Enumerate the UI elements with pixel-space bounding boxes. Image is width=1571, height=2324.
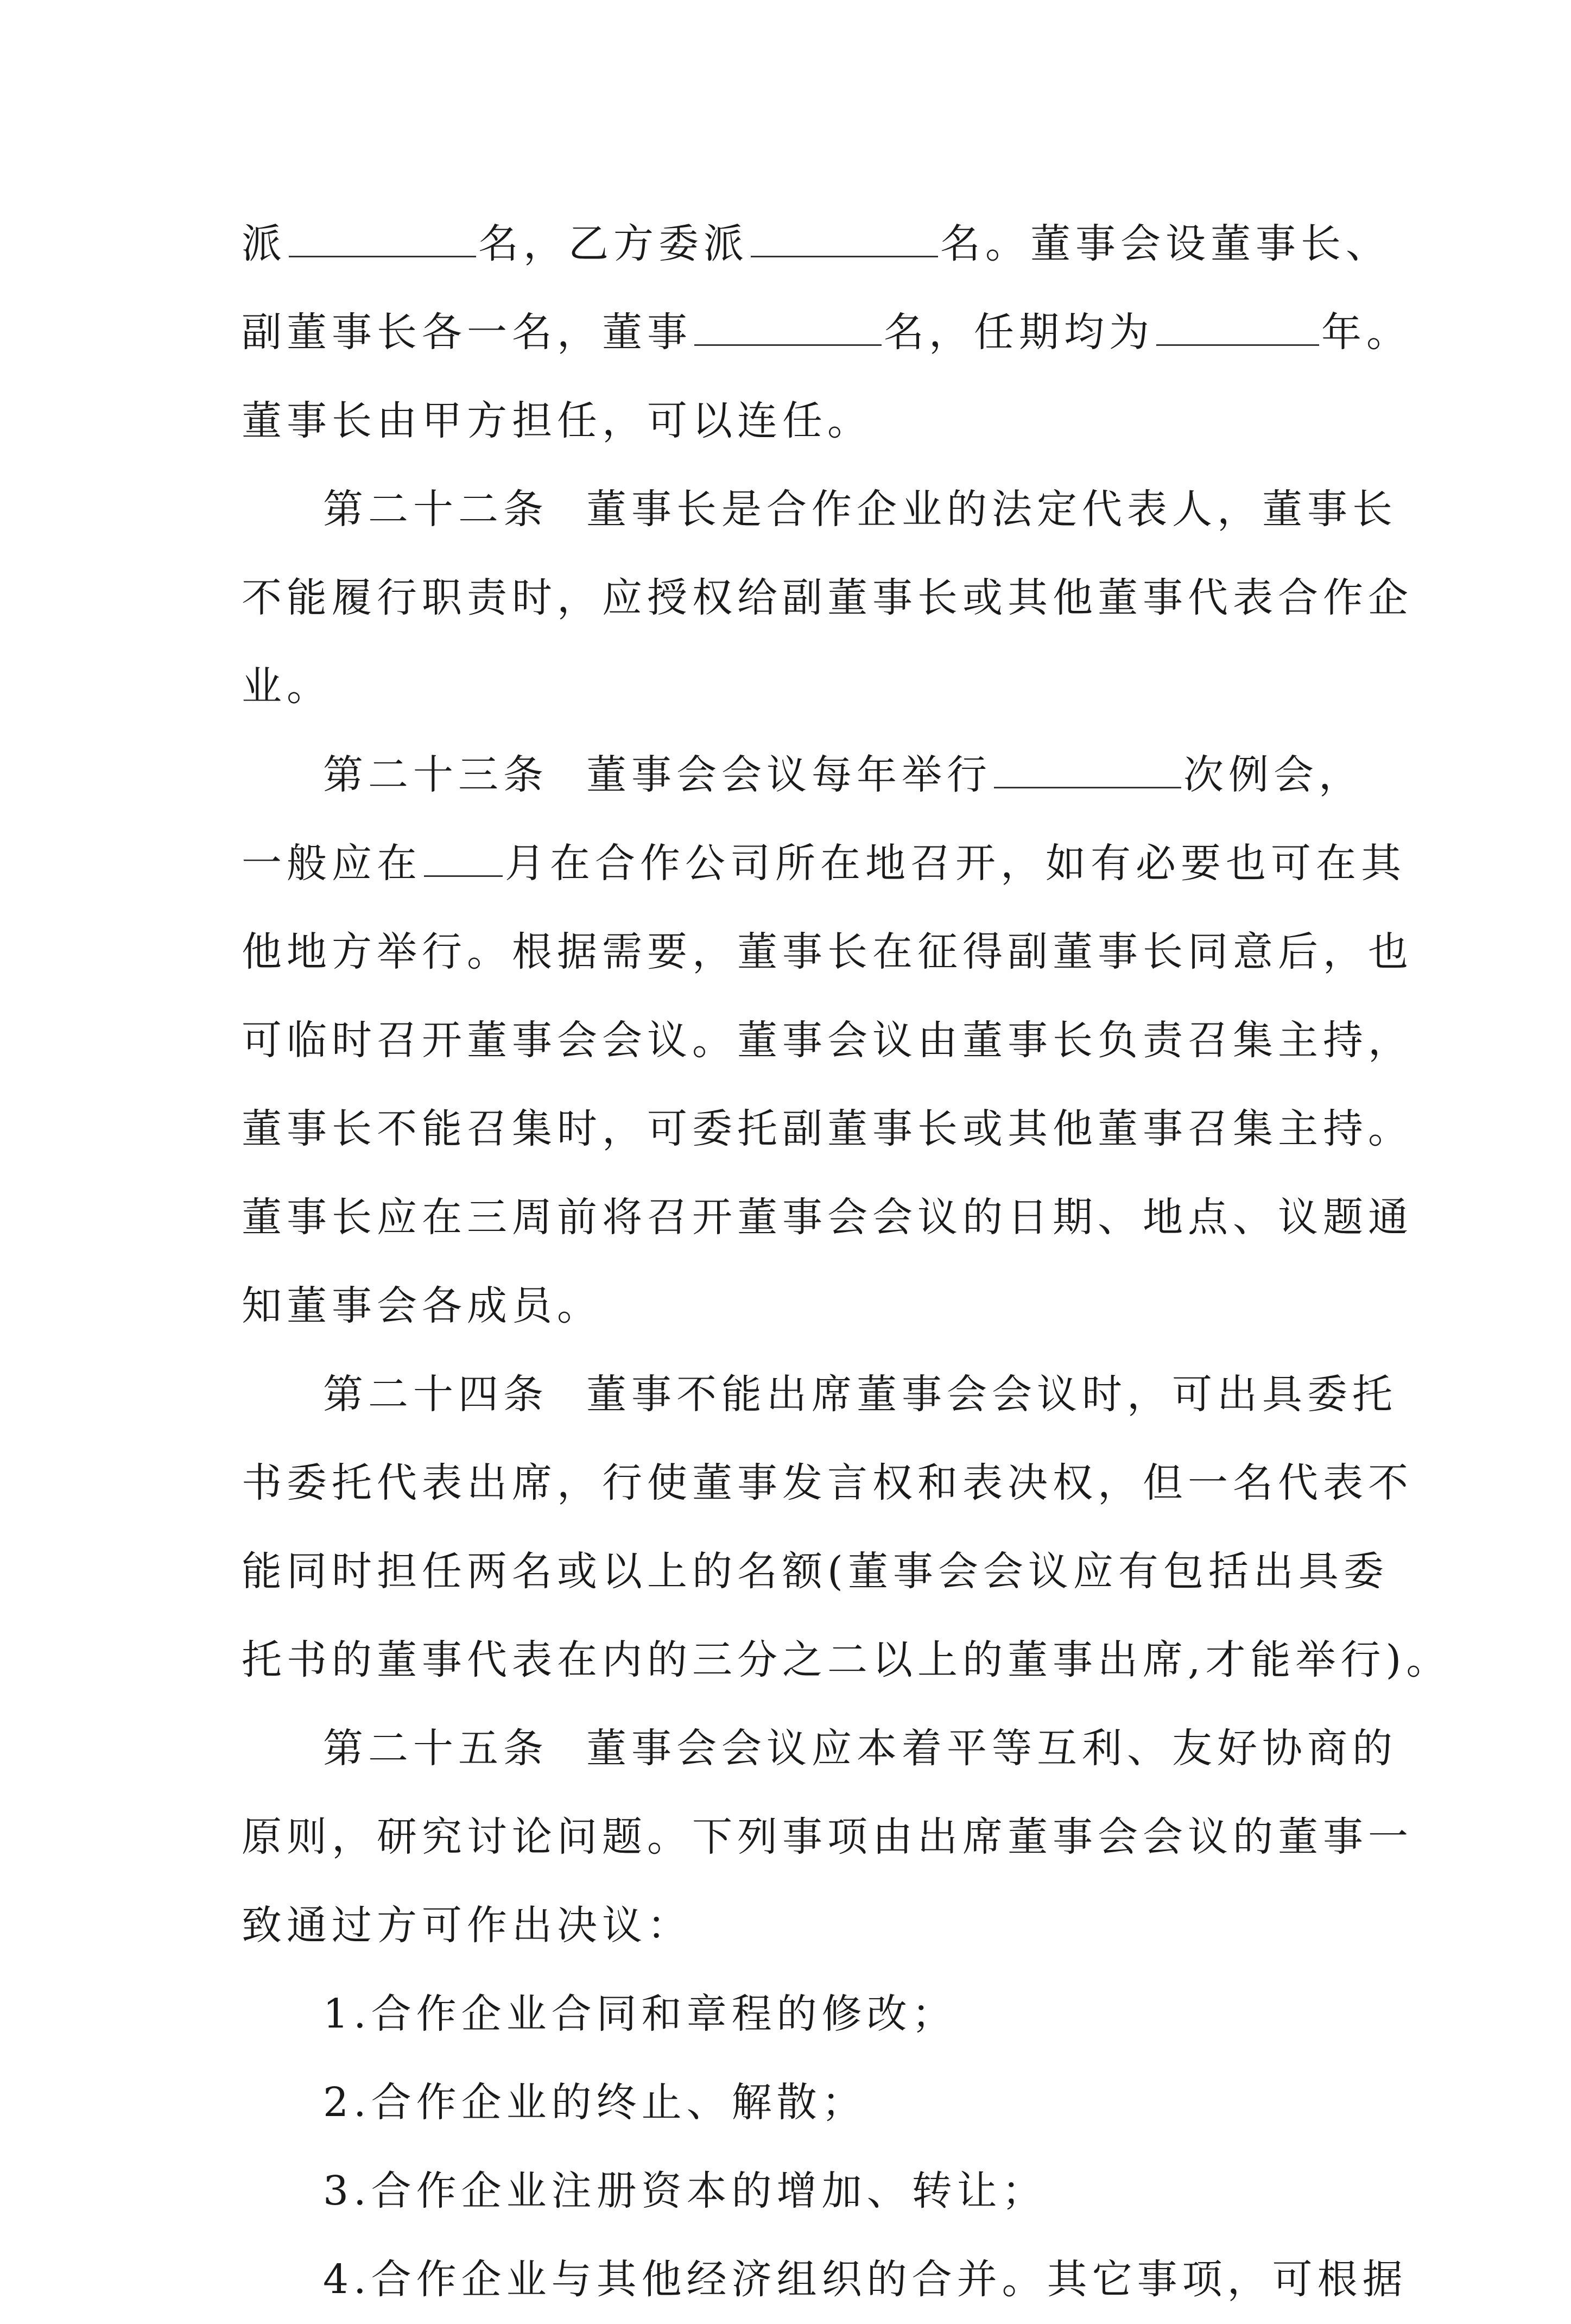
text-line: 原则，研究讨论问题。下列事项由出席董事会会议的董事一	[242, 1814, 1413, 1860]
text-line: 董事长由甲方担任，可以连任。	[242, 397, 872, 444]
text-line	[242, 200, 1391, 288]
text-line: 书委托代表出席，行使董事发言权和表决权，但一名代表不	[242, 1460, 1413, 1506]
text-segment: 董事会会议每年举行	[586, 751, 992, 798]
text-line: 能同时担任两名或以上的名额(董事会会议应有包括出具委	[242, 1548, 1389, 1595]
fill-in-blank	[751, 228, 938, 257]
text-segment: 派	[242, 220, 287, 267]
list-item: 4.合作企业与其他经济组织的合并。其它事项，可根据	[323, 2256, 1408, 2303]
text-segment: 名。董事会设董事长、	[940, 220, 1391, 267]
text-segment: 名，乙方委派	[478, 220, 749, 267]
fill-in-blank	[994, 759, 1181, 788]
text-segment: 年。	[1321, 309, 1411, 356]
text-line: 业。	[242, 663, 332, 710]
article-22-heading-line	[242, 465, 1397, 554]
text-segment: 董事不能出席董事会会议时，可出具委托	[586, 1371, 1397, 1418]
text-line: 不能履行职责时，应授权给副董事长或其他董事代表合作企	[242, 574, 1413, 621]
text-line: 知董事会各成员。	[242, 1283, 602, 1329]
text-segment: 董事长是合作企业的法定代表人，董事长	[586, 486, 1397, 533]
article-25-heading-line	[242, 1704, 1397, 1793]
text-segment: 一般应在	[242, 840, 422, 887]
text-line: 致通过方可作出决议：	[242, 1902, 692, 1949]
list-item: 1.合作企业合同和章程的修改；	[323, 1991, 957, 2037]
text-line: 董事长不能召集时，可委托副董事长或其他董事召集主持。	[242, 1106, 1413, 1152]
text-line	[242, 288, 1411, 377]
text-segment: 董事会会议应本着平等互利、友好协商的	[586, 1725, 1397, 1772]
text-line: 董事长应在三周前将召开董事会会议的日期、地点、议题通	[242, 1194, 1413, 1241]
list-item: 2.合作企业的终止、解散；	[323, 2079, 867, 2126]
article-number: 第二十二条	[323, 486, 548, 533]
fill-in-blank	[694, 316, 882, 346]
text-line: 他地方举行。根据需要，董事长在征得副董事长同意后，也	[242, 929, 1413, 975]
article-number: 第二十四条	[323, 1371, 548, 1418]
article-number: 第二十三条	[323, 751, 548, 798]
document-body	[242, 200, 1452, 2324]
fill-in-blank	[424, 847, 503, 877]
article-number: 第二十五条	[323, 1725, 548, 1772]
text-line	[242, 819, 1406, 908]
text-line: 可临时召开董事会会议。董事会议由董事长负责召集主持，	[242, 1017, 1413, 1064]
article-23-heading-line	[242, 731, 1364, 819]
text-segment: 次例会，	[1183, 751, 1364, 798]
list-item: 3.合作企业注册资本的增加、转让；	[323, 2168, 1047, 2214]
article-24-heading-line	[242, 1350, 1397, 1439]
text-line: 托书的董事代表在内的三分之二以上的董事出席,才能举行)。	[242, 1637, 1452, 1683]
text-segment: 名，任期均为	[884, 309, 1154, 356]
fill-in-blank	[289, 228, 476, 257]
text-segment: 月在合作公司所在地召开，如有必要也可在其	[505, 840, 1406, 887]
text-segment: 副董事长各一名，董事	[242, 309, 692, 356]
fill-in-blank	[1156, 316, 1319, 346]
